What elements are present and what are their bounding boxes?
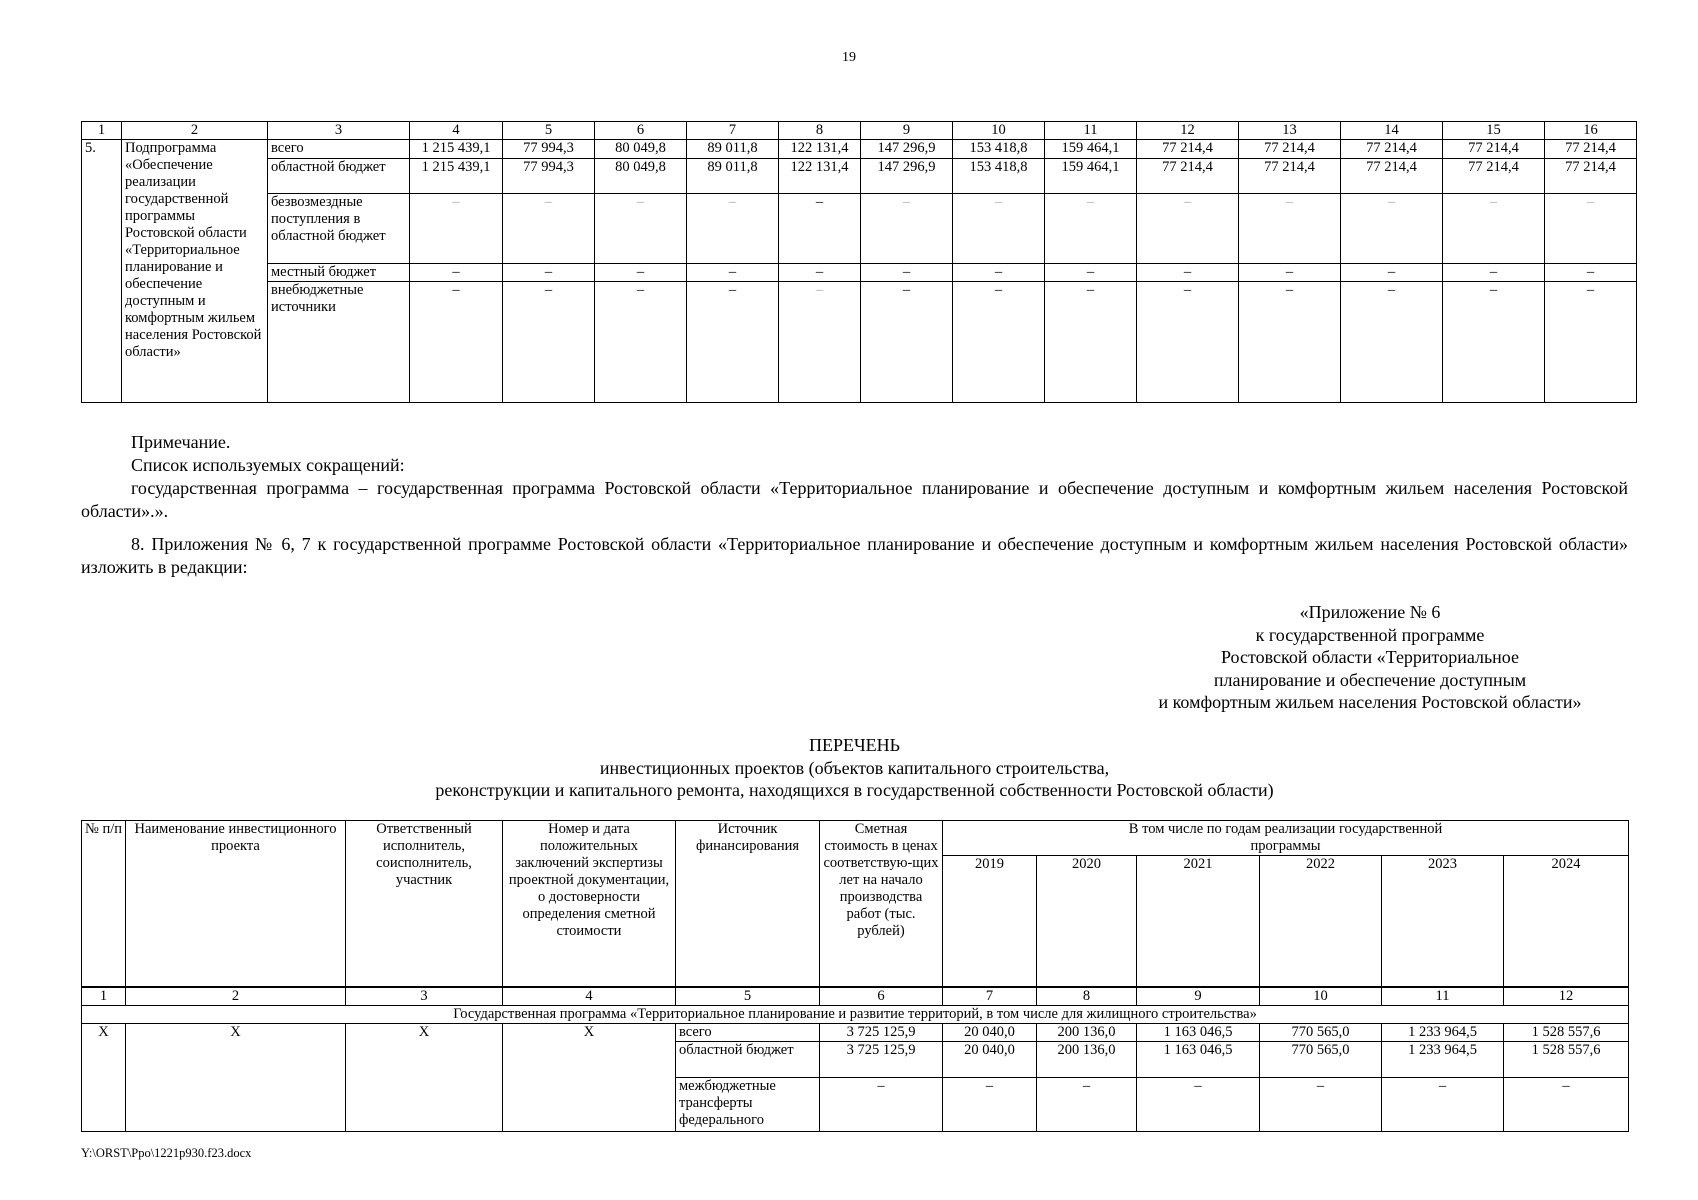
value-cell: – <box>1137 1077 1260 1131</box>
value-cell: 200 136,0 <box>1037 1041 1137 1077</box>
value-cell: – <box>1545 264 1637 282</box>
header-year: 2020 <box>1037 856 1137 987</box>
value-cell: 153 418,8 <box>953 159 1045 194</box>
value-cell: 89 011,8 <box>687 159 779 194</box>
table-row <box>82 140 1637 159</box>
value-cell: – <box>503 264 595 282</box>
col-number: 6 <box>595 122 687 140</box>
row-label: областной бюджет <box>268 159 410 194</box>
value-cell: – <box>779 264 861 282</box>
value-cell: 77 214,4 <box>1545 140 1637 159</box>
value-cell: 153 418,8 <box>953 140 1045 159</box>
value-cell: – <box>1137 282 1239 403</box>
title-line: инвестиционных проектов (объектов капитального строительства, <box>599 757 1110 778</box>
program-name: Государственная программа «Территориальное планирование и развитие территорий, в том числе для жилищного строительства» <box>82 1005 1629 1023</box>
note-abbrev-title: Список используемых сокращений: <box>131 455 405 475</box>
row-number: 5. <box>82 140 122 403</box>
value-cell: – <box>1137 194 1239 264</box>
note-abbrev-text: государственная программа – государственная программа Ростовской области «Территориальное планирование и обеспечение доступным и комфортным жильем населения Ростовской области».». <box>81 478 1628 521</box>
col-number: 1 <box>82 122 122 140</box>
value-cell: – <box>861 194 953 264</box>
value-cell: 77 214,4 <box>1239 159 1341 194</box>
header-year: 2021 <box>1137 856 1260 987</box>
col-number: 15 <box>1443 122 1545 140</box>
value-cell: – <box>410 194 503 264</box>
value-cell: – <box>503 194 595 264</box>
value-cell: – <box>1045 264 1137 282</box>
col-number: 4 <box>410 122 503 140</box>
value-cell: 77 214,4 <box>1239 140 1341 159</box>
value-cell: 147 296,9 <box>861 140 953 159</box>
appendix-line: и комфортным жильем населения Ростовской области» <box>1158 692 1582 712</box>
value-cell: 1 163 046,5 <box>1137 1041 1260 1077</box>
value-cell: 77 994,3 <box>503 159 595 194</box>
paragraph-8-text: 8. Приложения № 6, 7 к государственной программе Ростовской области «Территориальное планирование и обеспечение доступным и комфортным жильем населения Ростовской области» изложить в редакции: <box>81 534 1628 577</box>
value-cell: 159 464,1 <box>1045 140 1137 159</box>
value-cell: 1 163 046,5 <box>1137 1023 1260 1041</box>
table-row <box>82 282 1637 403</box>
value-cell: 77 214,4 <box>1341 159 1443 194</box>
value-cell: – <box>1260 1077 1382 1131</box>
value-cell: – <box>503 282 595 403</box>
header-cost: Сметная стоимость в ценах соответствую-щих лет на начало производства работ (тыс. рублей) <box>820 821 943 987</box>
value-cell: – <box>1037 1077 1137 1131</box>
col-number: 5 <box>676 987 820 1006</box>
col-number: 9 <box>1137 987 1260 1006</box>
col-number: 13 <box>1239 122 1341 140</box>
value-cell: – <box>1045 194 1137 264</box>
header-name: Наименование инвестиционного проекта <box>126 821 346 987</box>
row-label: областной бюджет <box>676 1041 820 1077</box>
col-number: 1 <box>82 987 126 1006</box>
appendix-line: «Приложение № 6 <box>1299 602 1441 622</box>
value-cell: – <box>953 264 1045 282</box>
column-number-row <box>82 987 1629 1006</box>
value-cell: – <box>1239 282 1341 403</box>
header-year: 2019 <box>943 856 1037 987</box>
value-cell: 122 131,4 <box>779 159 861 194</box>
value-cell: – <box>861 264 953 282</box>
value-cell: – <box>953 282 1045 403</box>
appendix-line: Ростовской области «Территориальное <box>1220 647 1520 667</box>
value-cell: 77 214,4 <box>1443 140 1545 159</box>
value-cell: – <box>1239 194 1341 264</box>
value-cell: 1 233 964,5 <box>1382 1023 1504 1041</box>
header-years-group: В том числе по годам реализации государственной программы <box>943 821 1629 856</box>
value-cell: – <box>1545 282 1637 403</box>
header-num: № п/п <box>82 821 126 987</box>
value-cell: – <box>1341 194 1443 264</box>
subprogram-table <box>81 121 1637 403</box>
value-cell: 20 040,0 <box>943 1041 1037 1077</box>
paragraph-8 <box>81 533 1628 579</box>
col-number: 5 <box>503 122 595 140</box>
col-number: 10 <box>1260 987 1382 1006</box>
value-cell: 1 215 439,1 <box>410 159 503 194</box>
file-path-footer: Y:\ORST\Ppo\1221p930.f23.docx <box>81 1146 252 1160</box>
value-cell: 147 296,9 <box>861 159 953 194</box>
value-cell: 1 215 439,1 <box>410 140 503 159</box>
col-number: 7 <box>687 122 779 140</box>
row-label: безвозмездные поступления в областной бюджет <box>268 194 410 264</box>
value-cell: – <box>779 282 861 403</box>
row-label: всего <box>268 140 410 159</box>
col-number: 3 <box>346 987 503 1006</box>
header-expertise: Номер и дата положительных заключений экспертизы проектной документации, о достоверности определения сметной стоимости <box>503 821 676 987</box>
value-cell: – <box>1239 264 1341 282</box>
value-cell: – <box>861 282 953 403</box>
value-cell: – <box>779 194 861 264</box>
col-number: 2 <box>126 987 346 1006</box>
value-cell: 20 040,0 <box>943 1023 1037 1041</box>
value-cell: 3 725 125,9 <box>820 1023 943 1041</box>
subprogram-name: Подпрограмма «Обеспечение реализации государственной программы Ростовской области «Территориальное планирование и обеспечение доступным и комфортным жильем населения Ростовской области» <box>122 140 268 403</box>
col-number: 12 <box>1137 122 1239 140</box>
table-header-row <box>82 821 1629 856</box>
value-cell: 80 049,8 <box>595 140 687 159</box>
value-cell: – <box>1045 282 1137 403</box>
col-number: 11 <box>1045 122 1137 140</box>
value-cell: 77 214,4 <box>1545 159 1637 194</box>
table-row <box>82 264 1637 282</box>
appendix-header <box>1100 601 1640 714</box>
table-row <box>82 1023 1629 1041</box>
x-cell: X <box>126 1023 346 1131</box>
col-number: 10 <box>953 122 1045 140</box>
value-cell: – <box>820 1077 943 1131</box>
document-title <box>81 734 1628 802</box>
value-cell: – <box>1382 1077 1504 1131</box>
value-cell: – <box>687 282 779 403</box>
table-row <box>82 159 1637 194</box>
value-cell: – <box>1443 264 1545 282</box>
x-cell: X <box>82 1023 126 1131</box>
title-line: реконструкции и капитального ремонта, находящихся в государственной собственности Ростовской области) <box>435 780 1274 800</box>
note-title: Примечание. <box>131 432 231 452</box>
col-number: 12 <box>1504 987 1629 1006</box>
value-cell: 1 528 557,6 <box>1504 1041 1629 1077</box>
value-cell: – <box>1504 1077 1629 1131</box>
appendix-line: к государственной программе <box>1255 624 1485 645</box>
value-cell: – <box>1545 194 1637 264</box>
value-cell: – <box>410 264 503 282</box>
value-cell: 770 565,0 <box>1260 1041 1382 1077</box>
investment-projects-table <box>81 820 1629 1132</box>
row-label: местный бюджет <box>268 264 410 282</box>
value-cell: – <box>595 282 687 403</box>
col-number: 8 <box>779 122 861 140</box>
col-number: 9 <box>861 122 953 140</box>
value-cell: – <box>410 282 503 403</box>
program-row <box>82 1005 1629 1023</box>
value-cell: – <box>1137 264 1239 282</box>
value-cell: – <box>1443 194 1545 264</box>
value-cell: – <box>1341 282 1443 403</box>
header-source: Источник финансирования <box>676 821 820 987</box>
value-cell: 122 131,4 <box>779 140 861 159</box>
value-cell: – <box>687 194 779 264</box>
col-number: 11 <box>1382 987 1504 1006</box>
col-number: 6 <box>820 987 943 1006</box>
value-cell: 159 464,1 <box>1045 159 1137 194</box>
value-cell: 3 725 125,9 <box>820 1041 943 1077</box>
col-number: 7 <box>943 987 1037 1006</box>
row-label: межбюджетные трансферты федерального <box>676 1077 820 1131</box>
value-cell: – <box>687 264 779 282</box>
value-cell: – <box>595 264 687 282</box>
value-cell: 77 214,4 <box>1137 159 1239 194</box>
x-cell: X <box>503 1023 676 1131</box>
value-cell: – <box>943 1077 1037 1131</box>
note-block <box>81 431 1628 523</box>
header-executor: Ответственный исполнитель, соисполнитель, участник <box>346 821 503 987</box>
value-cell: 1 233 964,5 <box>1382 1041 1504 1077</box>
col-number: 14 <box>1341 122 1443 140</box>
value-cell: 200 136,0 <box>1037 1023 1137 1041</box>
value-cell: – <box>1341 264 1443 282</box>
header-year: 2024 <box>1504 856 1629 987</box>
page-number: 19 <box>842 50 856 65</box>
col-number: 16 <box>1545 122 1637 140</box>
value-cell: 1 528 557,6 <box>1504 1023 1629 1041</box>
header-year: 2023 <box>1382 856 1504 987</box>
value-cell: 80 049,8 <box>595 159 687 194</box>
value-cell: 77 994,3 <box>503 140 595 159</box>
appendix-line: планирование и обеспечение доступным <box>1213 669 1527 690</box>
table-header-row <box>82 122 1637 140</box>
col-number: 4 <box>503 987 676 1006</box>
value-cell: 77 214,4 <box>1341 140 1443 159</box>
value-cell: – <box>953 194 1045 264</box>
value-cell: 89 011,8 <box>687 140 779 159</box>
value-cell: 77 214,4 <box>1137 140 1239 159</box>
header-year: 2022 <box>1260 856 1382 987</box>
x-cell: X <box>346 1023 503 1131</box>
title-line: ПЕРЕЧЕНЬ <box>808 735 901 755</box>
value-cell: 770 565,0 <box>1260 1023 1382 1041</box>
value-cell: – <box>1443 282 1545 403</box>
col-number: 8 <box>1037 987 1137 1006</box>
value-cell: – <box>595 194 687 264</box>
col-number: 3 <box>268 122 410 140</box>
row-label: внебюджетные источники <box>268 282 410 403</box>
col-number: 2 <box>122 122 268 140</box>
value-cell: 77 214,4 <box>1443 159 1545 194</box>
table-row <box>82 194 1637 264</box>
row-label: всего <box>676 1023 820 1041</box>
